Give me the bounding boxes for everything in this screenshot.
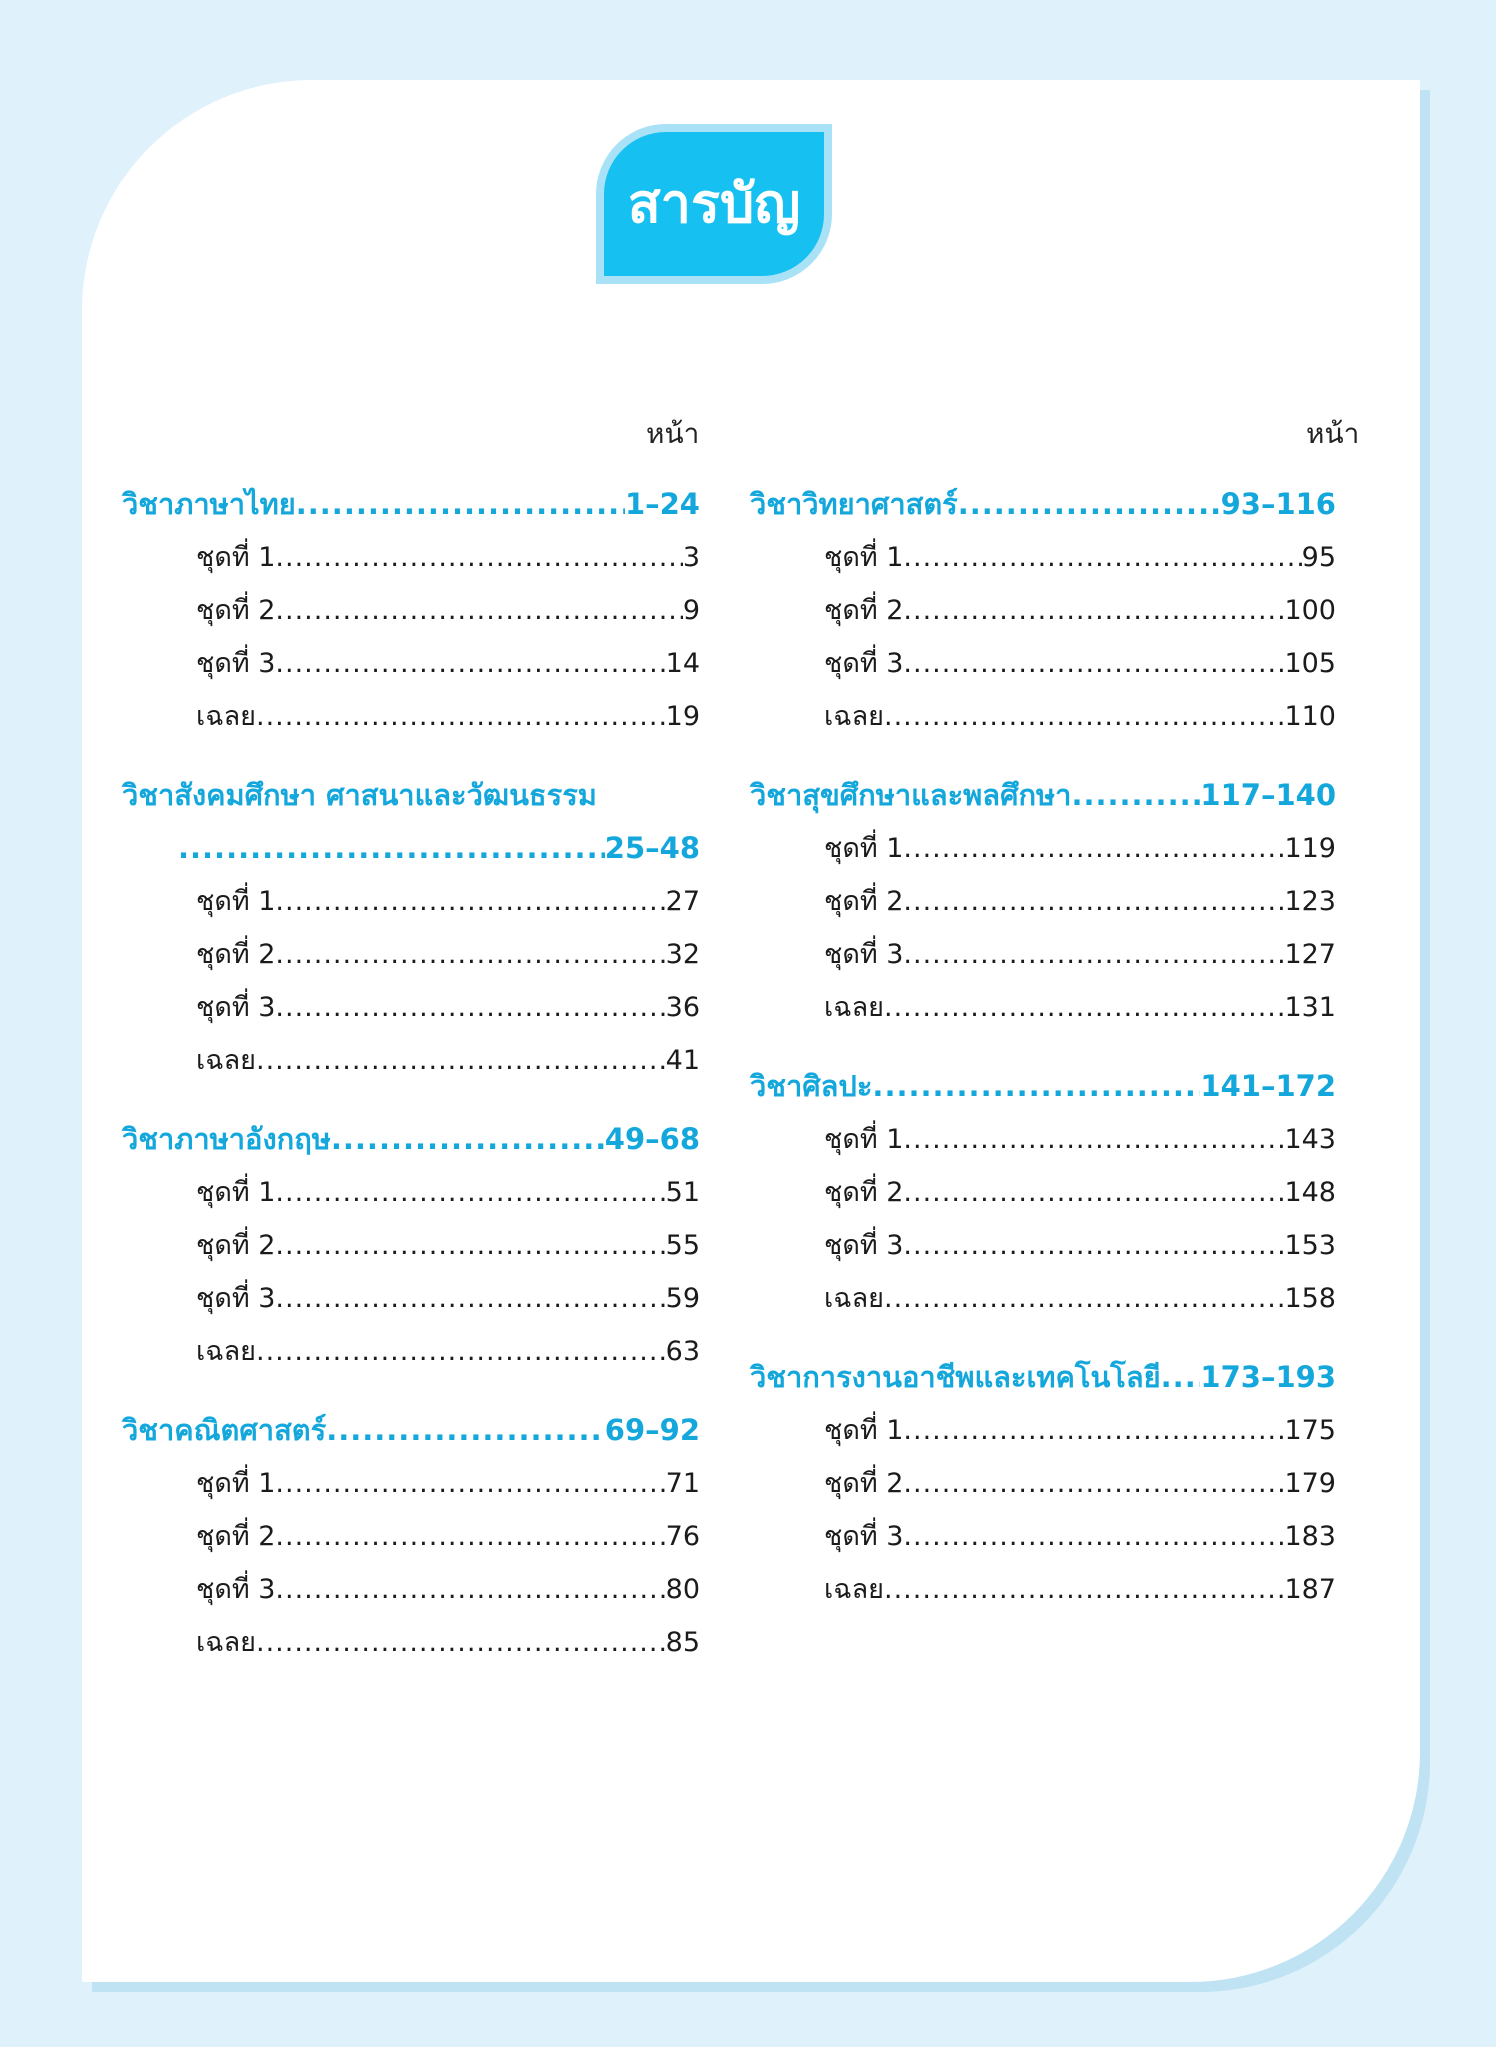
toc-entry[interactable]: ชุดที่ 1 ..... 175 bbox=[750, 1404, 1336, 1457]
toc-section bbox=[122, 1113, 700, 1378]
dot-leader bbox=[275, 981, 665, 1034]
toc-entry[interactable]: ชุดที่ 2 ..... 55 bbox=[122, 1219, 700, 1272]
dot-leader bbox=[903, 1219, 1284, 1272]
toc-entry[interactable]: ชุดที่ 1 ..... 71 bbox=[122, 1457, 700, 1510]
page-title: สารบัญ bbox=[627, 172, 801, 235]
dot-leader bbox=[1161, 1351, 1201, 1404]
section-pages: 173–193 bbox=[1200, 1360, 1336, 1394]
toc-section bbox=[750, 1060, 1336, 1325]
toc-entry[interactable]: ชุดที่ 1 ..... 27 bbox=[122, 875, 700, 928]
toc-entry[interactable]: ชุดที่ 3 ..... 183 bbox=[750, 1510, 1336, 1563]
section-pages: 117–140 bbox=[1200, 778, 1336, 812]
section-title[interactable]: วิชาภาษาอังกฤษ ..... 49–68 bbox=[122, 1113, 700, 1166]
toc-entry[interactable]: ชุดที่ 2 ..... 179 bbox=[750, 1457, 1336, 1510]
toc-entry[interactable]: ชุดที่ 2 ..... 76 bbox=[122, 1510, 700, 1563]
section-pages: 93–116 bbox=[1220, 487, 1336, 521]
toc-entry[interactable]: เฉลย ..... 41 bbox=[122, 1034, 700, 1087]
toc-entry[interactable]: ชุดที่ 1 ..... 143 bbox=[750, 1113, 1336, 1166]
toc-entry[interactable]: ชุดที่ 1 ..... 3 bbox=[122, 531, 700, 584]
toc-entry[interactable]: ชุดที่ 1 ..... 95 bbox=[750, 531, 1336, 584]
toc-section bbox=[122, 1404, 700, 1669]
dot-leader bbox=[331, 1113, 605, 1166]
section-title[interactable]: วิชาศิลปะ ..... 141–172 bbox=[750, 1060, 1336, 1113]
dot-leader bbox=[903, 1404, 1284, 1457]
dot-leader bbox=[256, 1616, 666, 1669]
dot-leader bbox=[884, 981, 1284, 1034]
section-pages: 49–68 bbox=[604, 1122, 700, 1156]
dot-leader bbox=[903, 1457, 1284, 1510]
section-title[interactable]: วิชาวิทยาศาสตร์ ..... 93–116 bbox=[750, 478, 1336, 531]
toc-entry[interactable]: ชุดที่ 2 ..... 148 bbox=[750, 1166, 1336, 1219]
dot-leader bbox=[256, 1325, 666, 1378]
dot-leader bbox=[275, 928, 665, 981]
section-pages: 1–24 bbox=[624, 487, 700, 521]
toc-entry[interactable]: เฉลย ..... 110 bbox=[750, 690, 1336, 743]
dot-leader bbox=[256, 1034, 666, 1087]
dot-leader bbox=[903, 531, 1301, 584]
toc-entry[interactable]: ชุดที่ 1 ..... 51 bbox=[122, 1166, 700, 1219]
dot-leader bbox=[275, 531, 682, 584]
dot-leader bbox=[884, 1563, 1284, 1616]
dot-leader bbox=[275, 1457, 665, 1510]
toc-entry[interactable]: ชุดที่ 3 ..... 153 bbox=[750, 1219, 1336, 1272]
dot-leader bbox=[903, 1510, 1284, 1563]
toc-entry[interactable]: ชุดที่ 2 ..... 32 bbox=[122, 928, 700, 981]
dot-leader bbox=[903, 1113, 1284, 1166]
dot-leader bbox=[275, 1563, 665, 1616]
dot-leader bbox=[275, 875, 665, 928]
toc-entry[interactable]: เฉลย ..... 63 bbox=[122, 1325, 700, 1378]
dot-leader bbox=[903, 875, 1284, 928]
dot-leader bbox=[958, 478, 1221, 531]
toc-entry[interactable]: ชุดที่ 3 ..... 80 bbox=[122, 1563, 700, 1616]
dot-leader bbox=[903, 584, 1284, 637]
title-badge bbox=[596, 124, 832, 284]
dot-leader bbox=[884, 1272, 1284, 1325]
toc-entry[interactable]: ชุดที่ 1 ..... 119 bbox=[750, 822, 1336, 875]
dot-leader bbox=[256, 690, 666, 743]
dot-leader bbox=[326, 1404, 605, 1457]
section-pages: 69–92 bbox=[604, 1413, 700, 1447]
dot-leader bbox=[275, 584, 682, 637]
toc-entry[interactable]: ชุดที่ 2 ..... 123 bbox=[750, 875, 1336, 928]
dot-leader bbox=[884, 690, 1284, 743]
toc-section bbox=[750, 1351, 1336, 1616]
toc-entry[interactable]: ชุดที่ 3 ..... 36 bbox=[122, 981, 700, 1034]
dot-leader bbox=[903, 1166, 1284, 1219]
section-pages: 141–172 bbox=[1200, 1069, 1336, 1103]
dot-leader bbox=[275, 1219, 665, 1272]
section-title[interactable]: วิชาคณิตศาสตร์ ..... 69–92 bbox=[122, 1404, 700, 1457]
page-column-label-right: หน้า bbox=[1306, 417, 1360, 450]
toc-section bbox=[122, 769, 700, 1087]
toc-entry[interactable]: ชุดที่ 2 ..... 100 bbox=[750, 584, 1336, 637]
toc-section bbox=[750, 769, 1336, 1034]
toc-right-column bbox=[750, 478, 1336, 1642]
dot-leader bbox=[275, 1166, 665, 1219]
toc-entry[interactable]: เฉลย ..... 187 bbox=[750, 1563, 1336, 1616]
toc-section bbox=[750, 478, 1336, 743]
toc-entry[interactable]: ชุดที่ 3 ..... 59 bbox=[122, 1272, 700, 1325]
dot-leader bbox=[296, 478, 625, 531]
section-title[interactable]: วิชาสุขศึกษาและพลศึกษา ..... 117–140 bbox=[750, 769, 1336, 822]
dot-leader bbox=[903, 637, 1284, 690]
dot-leader bbox=[1071, 769, 1200, 822]
section-title-continuation[interactable] bbox=[122, 822, 700, 875]
toc-left-column bbox=[122, 478, 700, 1695]
dot-leader bbox=[275, 1510, 665, 1563]
section-title[interactable]: วิชาการงานอาชีพและเทคโนโลยี ..... 173–193 bbox=[750, 1351, 1336, 1404]
section-title[interactable]: วิชาสังคมศึกษา ศาสนาและวัฒนธรรม bbox=[122, 778, 597, 812]
toc-entry[interactable]: เฉลย ..... 19 bbox=[122, 690, 700, 743]
dot-leader bbox=[275, 637, 665, 690]
toc-section bbox=[122, 478, 700, 743]
dot-leader bbox=[903, 928, 1284, 981]
page-column-label-left: หน้า bbox=[646, 417, 700, 450]
dot-leader bbox=[275, 1272, 665, 1325]
toc-entry[interactable]: เฉลย ..... 85 bbox=[122, 1616, 700, 1669]
toc-entry[interactable]: เฉลย ..... 158 bbox=[750, 1272, 1336, 1325]
toc-entry[interactable]: ชุดที่ 3 ..... 105 bbox=[750, 637, 1336, 690]
toc-entry[interactable]: ชุดที่ 3 ..... 127 bbox=[750, 928, 1336, 981]
dot-leader bbox=[903, 822, 1284, 875]
toc-entry[interactable]: ชุดที่ 2 ..... 9 bbox=[122, 584, 700, 637]
section-title[interactable]: วิชาภาษาไทย ..... 1–24 bbox=[122, 478, 700, 531]
toc-entry[interactable]: เฉลย ..... 131 bbox=[750, 981, 1336, 1034]
dot-leader bbox=[178, 822, 605, 875]
dot-leader bbox=[872, 1060, 1200, 1113]
section-pages: 25–48 bbox=[604, 831, 700, 865]
toc-entry[interactable]: ชุดที่ 3 ..... 14 bbox=[122, 637, 700, 690]
